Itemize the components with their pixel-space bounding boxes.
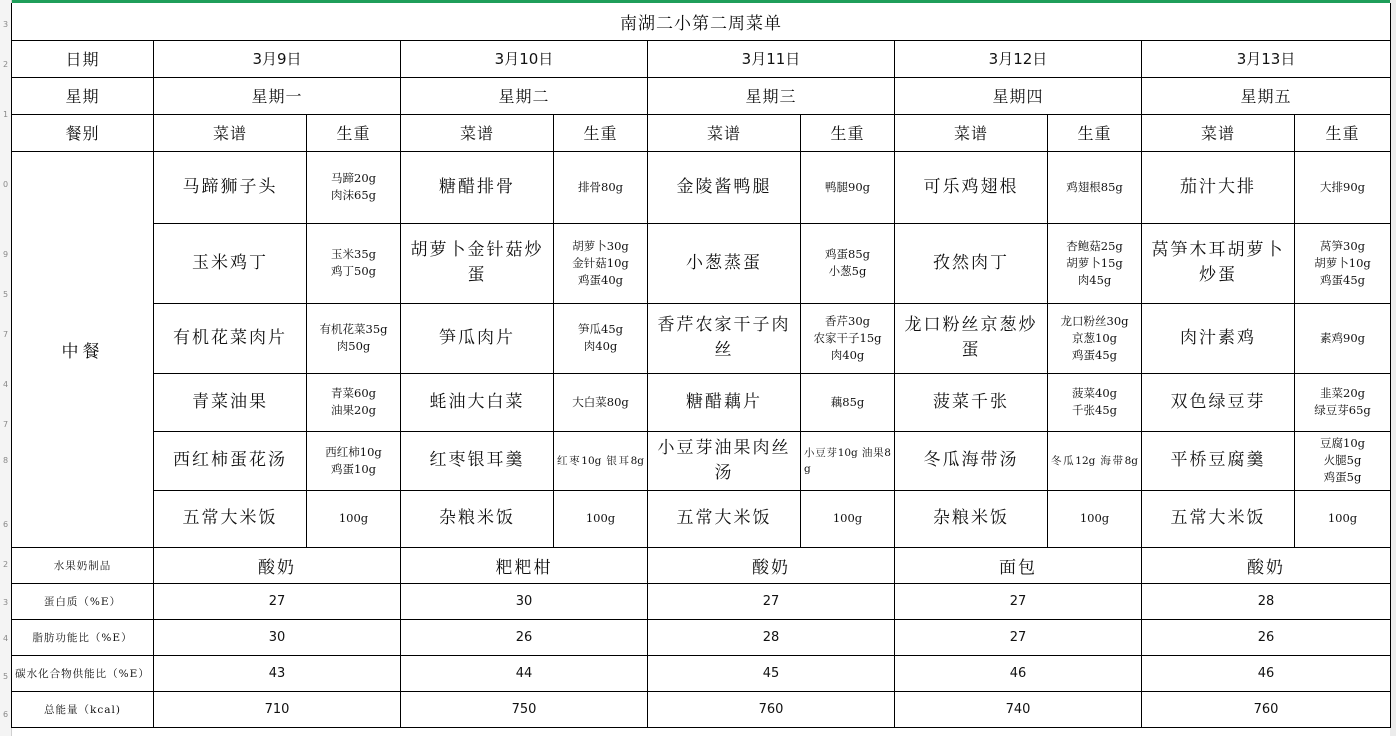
dish-weight (1295, 490, 1391, 547)
weight-line: 肉45g (1077, 272, 1112, 287)
dish-weight (554, 490, 648, 547)
dish-weight (1048, 303, 1142, 373)
fat-ratio-cell: 26 (1142, 619, 1391, 655)
carb-ratio-cell: 46 (895, 655, 1142, 691)
weight-line: 马蹄20g (331, 171, 376, 185)
weight-line: 韭菜20g (1320, 386, 1366, 400)
carb-ratio-cell: 44 (401, 655, 648, 691)
carb-ratio-cell: 45 (648, 655, 895, 691)
menu-title: 南湖二小第二周菜单 (12, 3, 1391, 40)
row-number: 2 (2, 560, 9, 569)
dish-weight (801, 490, 895, 547)
recipe-header: 菜谱 (154, 114, 307, 151)
dish-weight (554, 223, 648, 303)
dish-name: 小葱蒸蛋 (648, 223, 801, 303)
dish-weight (1048, 373, 1142, 431)
protein-cell: 27 (895, 583, 1142, 619)
date-cell: 3月13日 (1142, 40, 1391, 77)
dish-weight (554, 151, 648, 223)
dish-weight (1295, 223, 1391, 303)
weight-line: 鸡蛋5g (1323, 470, 1362, 484)
weight-line: 千张45g (1072, 403, 1117, 417)
recipe-header: 菜谱 (648, 114, 801, 151)
dish-name: 胡萝卜金针菇炒蛋 (401, 223, 554, 303)
dish-weight (1295, 373, 1391, 431)
row-number: 5 (2, 672, 9, 681)
fat-ratio-cell: 30 (154, 619, 401, 655)
dish-weight (1048, 151, 1142, 223)
dish-weight (1295, 303, 1391, 373)
date-label: 日期 (12, 40, 154, 77)
dish-weight (1295, 151, 1391, 223)
raw-weight-header: 生重 (307, 114, 401, 151)
dish-name: 茄汁大排 (1142, 151, 1295, 223)
dish-weight (307, 373, 401, 431)
meal-type-label: 餐别 (12, 114, 154, 151)
weight-line: 大排90g (1320, 179, 1366, 194)
dish-name: 龙口粉丝京葱炒蛋 (895, 303, 1048, 373)
total-energy-label: 总能量（kcal) (12, 691, 154, 727)
dish-weight (801, 223, 895, 303)
dish-weight (801, 431, 895, 490)
total-energy-cell: 710 (154, 691, 401, 727)
weight-line: 100g (1079, 511, 1110, 525)
raw-weight-header: 生重 (554, 114, 648, 151)
row-number: 3 (2, 20, 9, 29)
weight-line: 豆腐10g (1320, 436, 1366, 450)
weight-line: 龙口粉丝30g (1060, 313, 1129, 328)
total-energy-cell: 760 (648, 691, 895, 727)
dish-weight (307, 151, 401, 223)
weight-line: 素鸡90g (1320, 330, 1366, 345)
weight-line: 鸡翅根85g (1066, 179, 1123, 194)
weight-line: 肉50g (336, 339, 371, 353)
dish-name: 马蹄狮子头 (154, 151, 307, 223)
weight-line: 火腿5g (1323, 453, 1362, 467)
weight-line: 鸡蛋85g (825, 247, 870, 261)
fruit-dairy-label: 水果奶制品 (12, 547, 154, 583)
row-number: 6 (2, 710, 9, 719)
date-cell: 3月12日 (895, 40, 1142, 77)
dish-name: 孜然肉丁 (895, 223, 1048, 303)
total-energy-cell: 750 (401, 691, 648, 727)
recipe-header: 菜谱 (895, 114, 1048, 151)
dish-name: 五常大米饭 (154, 490, 307, 547)
dish-weight (307, 303, 401, 373)
date-cell: 3月9日 (154, 40, 401, 77)
row-number: 4 (2, 634, 9, 643)
fat-ratio-cell: 28 (648, 619, 895, 655)
dish-weight (1295, 431, 1391, 490)
weight-line: 杏鲍菇25g (1066, 238, 1123, 253)
weight-line: 玉米35g (331, 247, 376, 261)
carb-ratio-cell: 46 (1142, 655, 1391, 691)
dish-name: 玉米鸡丁 (154, 223, 307, 303)
dish-weight (801, 373, 895, 431)
dish-name: 西红柿蛋花汤 (154, 431, 307, 490)
weight-line: 金针菇10g (572, 255, 629, 270)
weight-line: 大白菜80g (572, 394, 629, 409)
protein-cell: 30 (401, 583, 648, 619)
protein-cell: 28 (1142, 583, 1391, 619)
dish-weight (1048, 490, 1142, 547)
recipe-header: 菜谱 (1142, 114, 1295, 151)
fruit-dairy-cell: 酸奶 (154, 547, 401, 583)
row-number: 2 (2, 60, 9, 69)
fat-ratio-label: 脂肪功能比（%E） (12, 619, 154, 655)
weight-line: 肉沫65g (331, 188, 376, 202)
dish-weight (307, 431, 401, 490)
dish-name: 双色绿豆芽 (1142, 373, 1295, 431)
weight-line: 笋瓜45g (578, 322, 623, 336)
menu-table (11, 3, 1391, 728)
dish-name: 红枣银耳羹 (401, 431, 554, 490)
dish-name: 肉汁素鸡 (1142, 303, 1295, 373)
dish-weight (801, 151, 895, 223)
weight-line: 100g (1327, 511, 1358, 525)
weight-line: 绿豆芽65g (1314, 403, 1371, 417)
fat-ratio-cell: 27 (895, 619, 1142, 655)
carb-ratio-label: 碳水化合物供能比（%E） (12, 655, 154, 691)
dish-weight (801, 303, 895, 373)
fruit-dairy-cell: 酸奶 (648, 547, 895, 583)
row-number: 1 (2, 110, 9, 119)
weekday-cell: 星期四 (895, 77, 1142, 114)
dish-weight (554, 373, 648, 431)
weight-line: 鸡蛋40g (578, 272, 623, 287)
weight-line: 香芹30g (825, 313, 870, 328)
weight-line: 100g (832, 511, 863, 525)
dish-weight (1048, 223, 1142, 303)
weight-line: 小豆芽10g 油果8g (804, 446, 891, 475)
recipe-header: 菜谱 (401, 114, 554, 151)
date-cell: 3月11日 (648, 40, 895, 77)
weekday-cell: 星期三 (648, 77, 895, 114)
weight-line: 农家干子15g (813, 330, 882, 345)
weight-line: 排骨80g (578, 179, 623, 194)
weekday-cell: 星期二 (401, 77, 648, 114)
weight-line: 100g (338, 511, 369, 525)
dish-name: 可乐鸡翅根 (895, 151, 1048, 223)
dish-name: 青菜油果 (154, 373, 307, 431)
dish-name: 笋瓜肉片 (401, 303, 554, 373)
row-number: 8 (2, 456, 9, 465)
dish-name: 平桥豆腐羹 (1142, 431, 1295, 490)
dish-name: 五常大米饭 (648, 490, 801, 547)
fruit-dairy-cell: 面包 (895, 547, 1142, 583)
fruit-dairy-cell: 粑粑柑 (401, 547, 648, 583)
weight-line: 肉40g (830, 347, 865, 362)
row-number: 0 (2, 180, 9, 189)
dish-name: 糖醋排骨 (401, 151, 554, 223)
weight-line: 青菜60g (331, 386, 376, 400)
dish-name: 杂粮米饭 (401, 490, 554, 547)
weekday-cell: 星期五 (1142, 77, 1391, 114)
dish-name: 金陵酱鸭腿 (648, 151, 801, 223)
row-number: 3 (2, 598, 9, 607)
dish-name: 小豆芽油果肉丝汤 (648, 431, 801, 490)
weight-line: 鸭腿90g (825, 179, 870, 194)
weight-line: 小葱5g (828, 264, 867, 278)
weight-line: 100g (585, 511, 616, 525)
dish-weight (554, 303, 648, 373)
raw-weight-header: 生重 (801, 114, 895, 151)
weight-line: 鸡蛋45g (1320, 272, 1366, 287)
weight-line: 胡萝卜30g (572, 238, 629, 253)
weekday-cell: 星期一 (154, 77, 401, 114)
row-number: 5 (2, 290, 9, 299)
weight-line: 鸡蛋10g (331, 461, 376, 476)
row-number: 4 (2, 380, 9, 389)
row-number: 6 (2, 520, 9, 529)
weight-line: 肉40g (583, 339, 618, 353)
total-energy-cell: 740 (895, 691, 1142, 727)
weight-line: 西红柿10g (325, 444, 382, 459)
weight-line: 鸡蛋45g (1072, 347, 1117, 362)
dish-name: 五常大米饭 (1142, 490, 1295, 547)
row-number: 7 (2, 420, 9, 429)
weight-line: 有机花菜35g (319, 322, 388, 336)
weight-line: 冬瓜12g 海带8g (1051, 454, 1138, 467)
weight-line: 红枣10g 银耳8g (557, 454, 644, 467)
weight-line: 菠菜40g (1072, 386, 1117, 400)
dish-weight (307, 490, 401, 547)
dish-name: 有机花菜肉片 (154, 303, 307, 373)
date-cell: 3月10日 (401, 40, 648, 77)
dish-name: 蚝油大白菜 (401, 373, 554, 431)
weight-line: 胡萝卜15g (1066, 255, 1123, 270)
weight-line: 胡萝卜10g (1314, 255, 1371, 270)
total-energy-cell: 760 (1142, 691, 1391, 727)
lunch-label: 中餐 (12, 151, 154, 547)
dish-weight (1048, 431, 1142, 490)
dish-weight (554, 431, 648, 490)
protein-label: 蛋白质（%E） (12, 583, 154, 619)
weekday-label: 星期 (12, 77, 154, 114)
dish-name: 香芹农家干子肉丝 (648, 303, 801, 373)
dish-name: 糖醋藕片 (648, 373, 801, 431)
protein-cell: 27 (154, 583, 401, 619)
dish-weight (307, 223, 401, 303)
raw-weight-header: 生重 (1048, 114, 1142, 151)
dish-name: 冬瓜海带汤 (895, 431, 1048, 490)
carb-ratio-cell: 43 (154, 655, 401, 691)
weight-line: 鸡丁50g (331, 264, 376, 278)
protein-cell: 27 (648, 583, 895, 619)
row-number: 7 (2, 330, 9, 339)
weight-line: 油果20g (331, 403, 376, 417)
row-number: 9 (2, 250, 9, 259)
dish-name: 菠菜千张 (895, 373, 1048, 431)
fruit-dairy-cell: 酸奶 (1142, 547, 1391, 583)
fat-ratio-cell: 26 (401, 619, 648, 655)
dish-name: 杂粮米饭 (895, 490, 1048, 547)
weight-line: 藕85g (830, 394, 865, 409)
weight-line: 京葱10g (1072, 330, 1117, 345)
dish-name: 莴笋木耳胡萝卜炒蛋 (1142, 223, 1295, 303)
weight-line: 莴笋30g (1320, 238, 1366, 253)
raw-weight-header: 生重 (1295, 114, 1391, 151)
